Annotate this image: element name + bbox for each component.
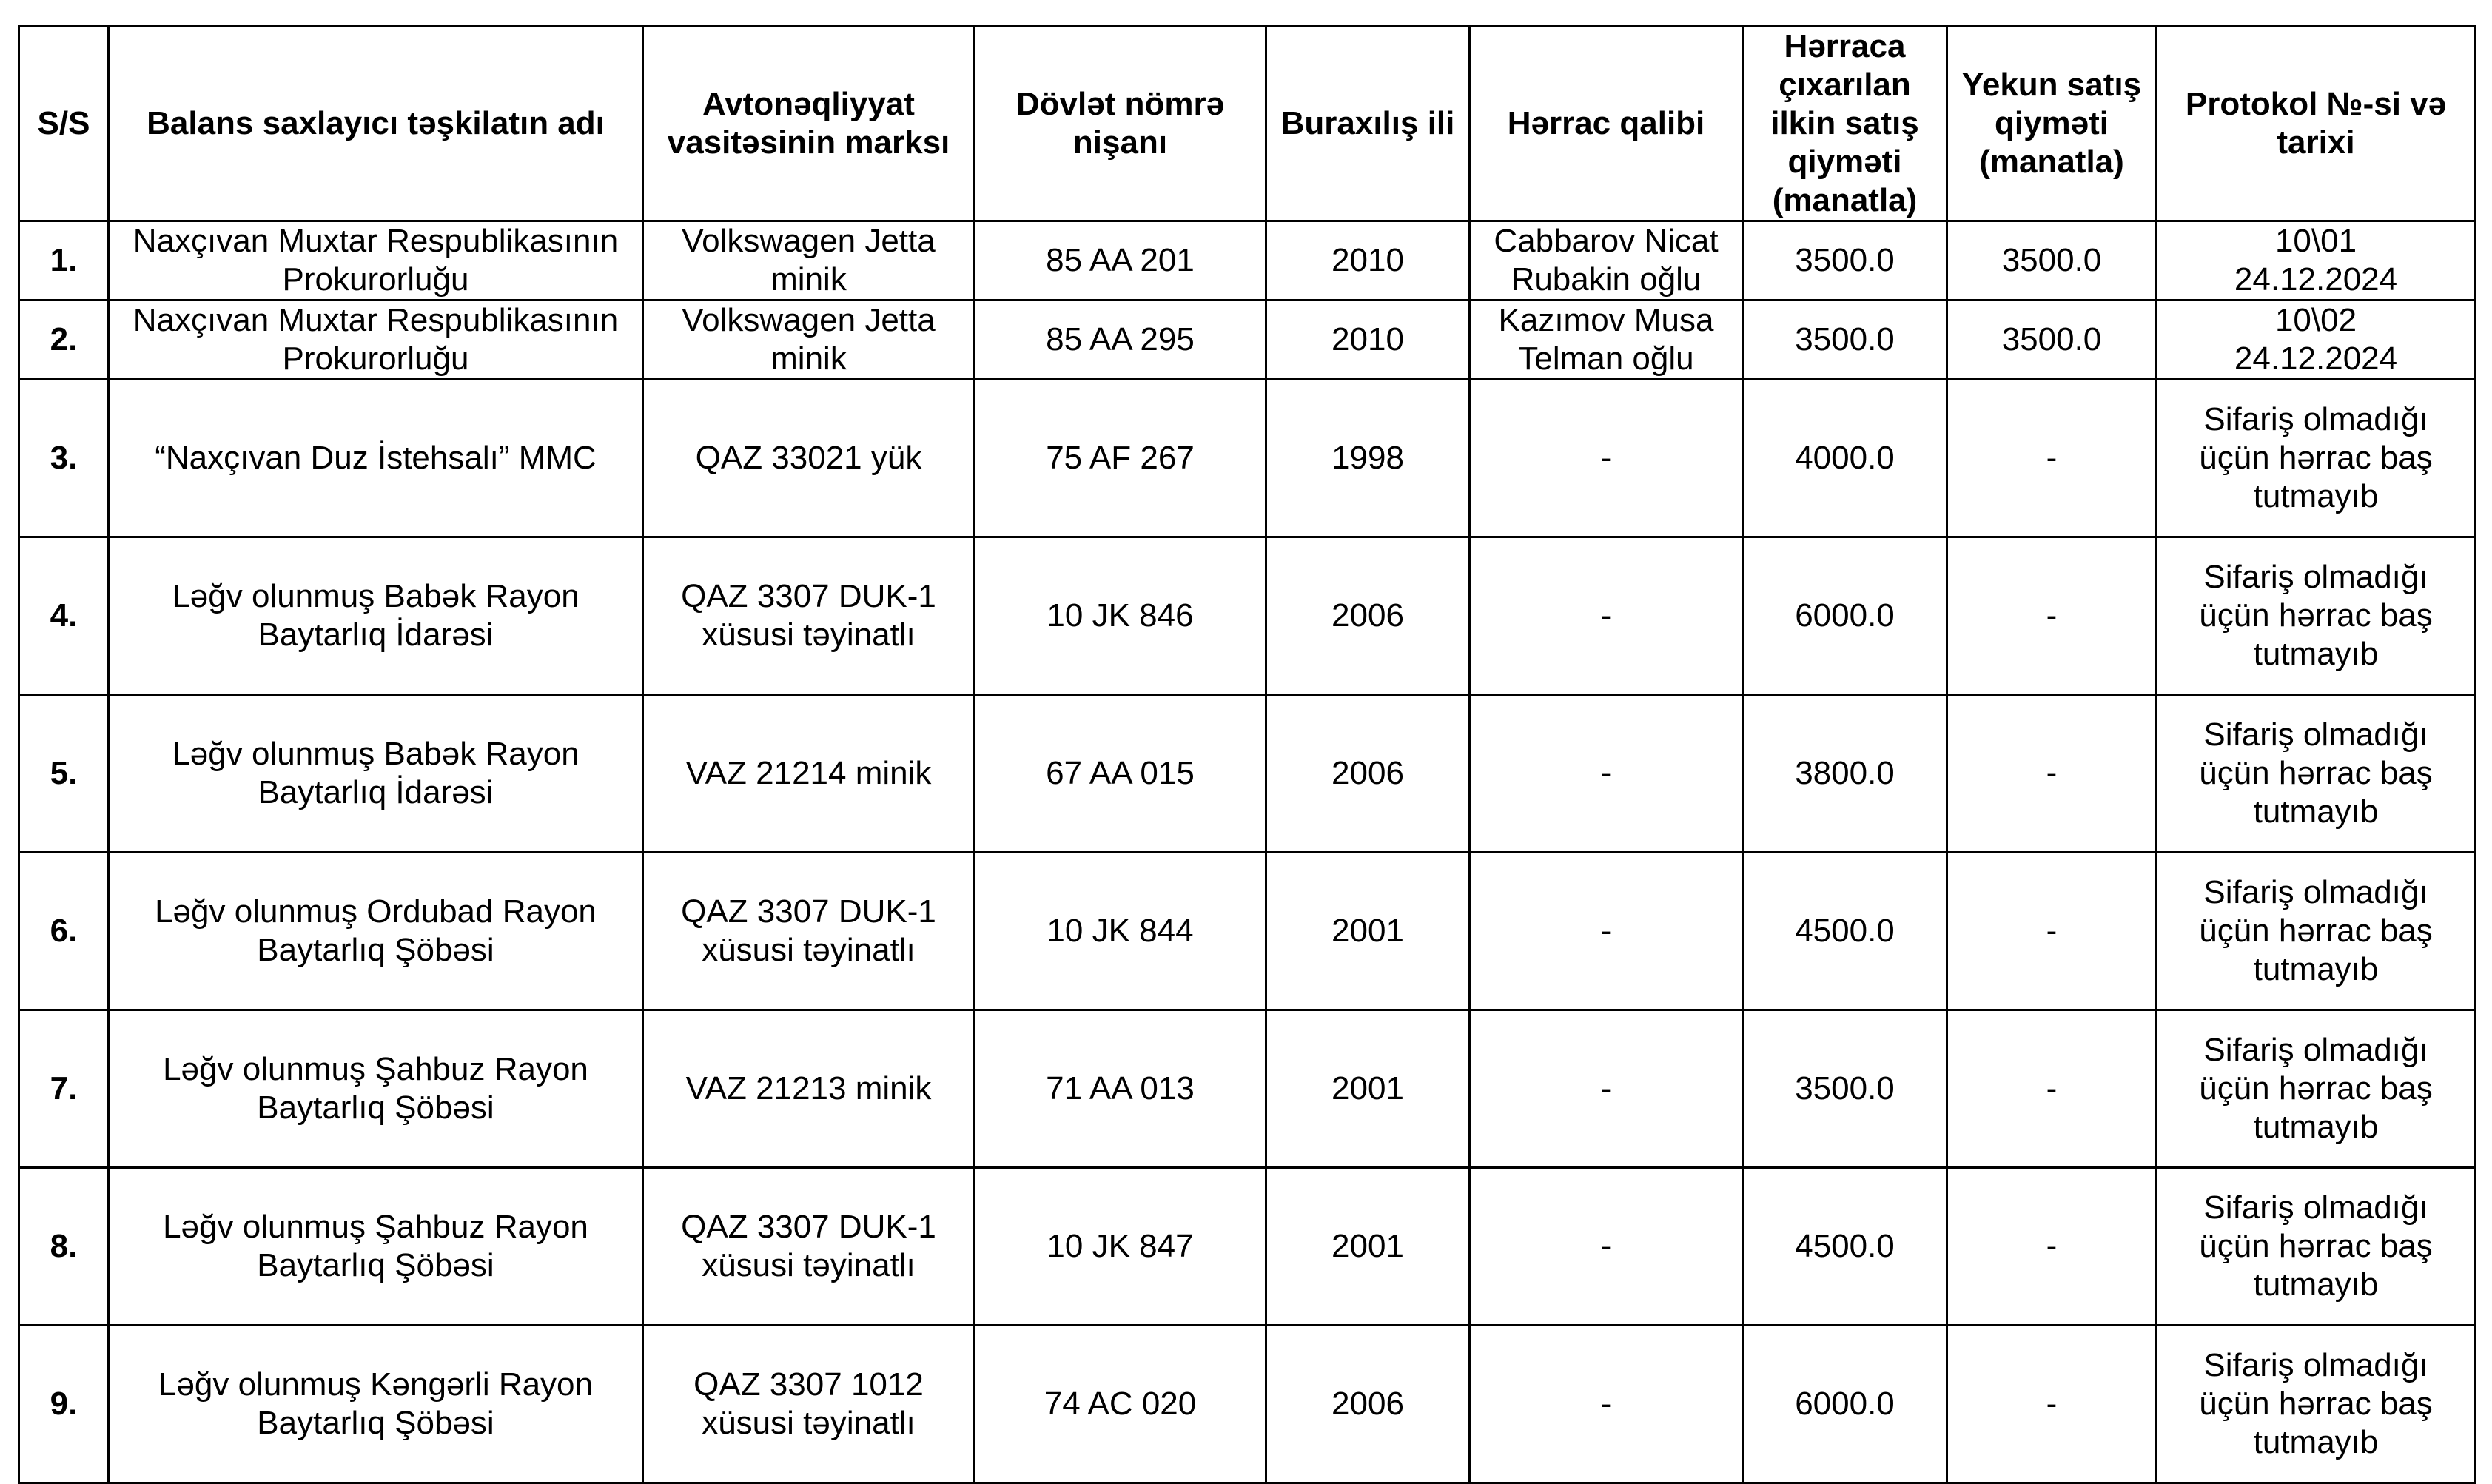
protocol-cell: Sifariş olmadığı üçün hərrac baş tutmayıb (2157, 695, 2476, 853)
winner-cell: - (1470, 695, 1743, 853)
table-row (19, 537, 2476, 695)
vehicle-cell: QAZ 3307 DUK-1 xüsusi təyinatlı (643, 853, 975, 1010)
table-row (19, 221, 2476, 301)
final-price-cell: - (1947, 695, 2157, 853)
row-number: 2. (19, 301, 109, 380)
final-price-cell: - (1947, 380, 2157, 537)
winner-cell: - (1470, 1326, 1743, 1483)
header-final-price: Yekun satış qiyməti (manatla) (1947, 27, 2157, 221)
year-cell: 2010 (1266, 221, 1470, 301)
table-row (19, 380, 2476, 537)
plate-cell: 10 JK 846 (975, 537, 1266, 695)
table-row (19, 301, 2476, 380)
vehicle-cell: QAZ 3307 DUK-1 xüsusi təyinatlı (643, 1168, 975, 1326)
plate-cell: 85 AA 201 (975, 221, 1266, 301)
plate-cell: 10 JK 844 (975, 853, 1266, 1010)
vehicle-cell: QAZ 3307 DUK-1 xüsusi təyinatlı (643, 537, 975, 695)
row-number: 1. (19, 221, 109, 301)
row-number: 8. (19, 1168, 109, 1326)
row-number: 3. (19, 380, 109, 537)
winner-cell: - (1470, 1168, 1743, 1326)
plate-cell: 67 AA 015 (975, 695, 1266, 853)
header-release-year: Buraxılış ili (1266, 27, 1470, 221)
vehicle-cell: Volkswagen Jetta minik (643, 221, 975, 301)
initial-price-cell: 3500.0 (1743, 221, 1947, 301)
vehicle-cell: VAZ 21214 minik (643, 695, 975, 853)
header-plate-number: Dövlət nömrə nişanı (975, 27, 1266, 221)
initial-price-cell: 4500.0 (1743, 1168, 1947, 1326)
table-row (19, 1168, 2476, 1326)
protocol-cell: 10\01 24.12.2024 (2157, 221, 2476, 301)
year-cell: 1998 (1266, 380, 1470, 537)
row-number: 7. (19, 1010, 109, 1168)
winner-cell: Cabbarov Nicat Rubakin oğlu (1470, 221, 1743, 301)
initial-price-cell: 4000.0 (1743, 380, 1947, 537)
vehicle-cell: Volkswagen Jetta minik (643, 301, 975, 380)
auction-results-table (18, 25, 2476, 1484)
table-row (19, 1010, 2476, 1168)
header-auction-winner: Hərrac qalibi (1470, 27, 1743, 221)
organization-cell: Ləğv olunmuş Şahbuz Rayon Baytarlıq Şöbəsi (109, 1010, 643, 1168)
initial-price-cell: 3800.0 (1743, 695, 1947, 853)
header-protocol: Protokol №-si və tarixi (2157, 27, 2476, 221)
year-cell: 2001 (1266, 1168, 1470, 1326)
row-number: 6. (19, 853, 109, 1010)
final-price-cell: - (1947, 1326, 2157, 1483)
protocol-cell: Sifariş olmadığı üçün hərrac baş tutmayıb (2157, 537, 2476, 695)
initial-price-cell: 6000.0 (1743, 537, 1947, 695)
final-price-cell: 3500.0 (1947, 301, 2157, 380)
table-row (19, 853, 2476, 1010)
row-number: 5. (19, 695, 109, 853)
protocol-cell: 10\02 24.12.2024 (2157, 301, 2476, 380)
organization-cell: Naxçıvan Muxtar Respublikasının Prokurorluğu (109, 301, 643, 380)
row-number: 9. (19, 1326, 109, 1483)
protocol-cell: Sifariş olmadığı üçün hərrac baş tutmayıb (2157, 1326, 2476, 1483)
header-organization: Balans saxlayıcı təşkilatın adı (109, 27, 643, 221)
final-price-cell: - (1947, 537, 2157, 695)
organization-cell: Ləğv olunmuş Ordubad Rayon Baytarlıq Şöbəsi (109, 853, 643, 1010)
initial-price-cell: 3500.0 (1743, 1010, 1947, 1168)
year-cell: 2006 (1266, 695, 1470, 853)
organization-cell: “Naxçıvan Duz İstehsalı” MMC (109, 380, 643, 537)
vehicle-cell: QAZ 33021 yük (643, 380, 975, 537)
winner-cell: - (1470, 853, 1743, 1010)
organization-cell: Ləğv olunmuş Kəngərli Rayon Baytarlıq Şöbəsi (109, 1326, 643, 1483)
plate-cell: 71 AA 013 (975, 1010, 1266, 1168)
year-cell: 2001 (1266, 1010, 1470, 1168)
protocol-cell: Sifariş olmadığı üçün hərrac baş tutmayıb (2157, 380, 2476, 537)
protocol-cell: Sifariş olmadığı üçün hərrac baş tutmayıb (2157, 1010, 2476, 1168)
plate-cell: 74 AC 020 (975, 1326, 1266, 1483)
table-header-row (19, 27, 2476, 221)
initial-price-cell: 6000.0 (1743, 1326, 1947, 1483)
year-cell: 2006 (1266, 537, 1470, 695)
year-cell: 2006 (1266, 1326, 1470, 1483)
protocol-cell: Sifariş olmadığı üçün hərrac baş tutmayıb (2157, 1168, 2476, 1326)
initial-price-cell: 4500.0 (1743, 853, 1947, 1010)
year-cell: 2001 (1266, 853, 1470, 1010)
plate-cell: 10 JK 847 (975, 1168, 1266, 1326)
organization-cell: Ləğv olunmuş Babək Rayon Baytarlıq İdarəsi (109, 537, 643, 695)
final-price-cell: - (1947, 1168, 2157, 1326)
vehicle-cell: VAZ 21213 minik (643, 1010, 975, 1168)
year-cell: 2010 (1266, 301, 1470, 380)
final-price-cell: - (1947, 1010, 2157, 1168)
protocol-cell: Sifariş olmadığı üçün hərrac baş tutmayıb (2157, 853, 2476, 1010)
header-vehicle-model: Avtonəqliyyat vasitəsinin marksı (643, 27, 975, 221)
winner-cell: - (1470, 380, 1743, 537)
row-number: 4. (19, 537, 109, 695)
plate-cell: 85 AA 295 (975, 301, 1266, 380)
final-price-cell: - (1947, 853, 2157, 1010)
plate-cell: 75 AF 267 (975, 380, 1266, 537)
organization-cell: Ləğv olunmuş Babək Rayon Baytarlıq İdarəsi (109, 695, 643, 853)
winner-cell: - (1470, 537, 1743, 695)
organization-cell: Ləğv olunmuş Şahbuz Rayon Baytarlıq Şöbəsi (109, 1168, 643, 1326)
header-initial-price: Hərraca çıxarılan ilkin satış qiyməti (manatla) (1743, 27, 1947, 221)
vehicle-cell: QAZ 3307 1012 xüsusi təyinatlı (643, 1326, 975, 1483)
winner-cell: Kazımov Musa Telman oğlu (1470, 301, 1743, 380)
table-row (19, 695, 2476, 853)
final-price-cell: 3500.0 (1947, 221, 2157, 301)
organization-cell: Naxçıvan Muxtar Respublikasının Prokurorluğu (109, 221, 643, 301)
initial-price-cell: 3500.0 (1743, 301, 1947, 380)
winner-cell: - (1470, 1010, 1743, 1168)
table-row (19, 1326, 2476, 1483)
header-number: S/S (19, 27, 109, 221)
